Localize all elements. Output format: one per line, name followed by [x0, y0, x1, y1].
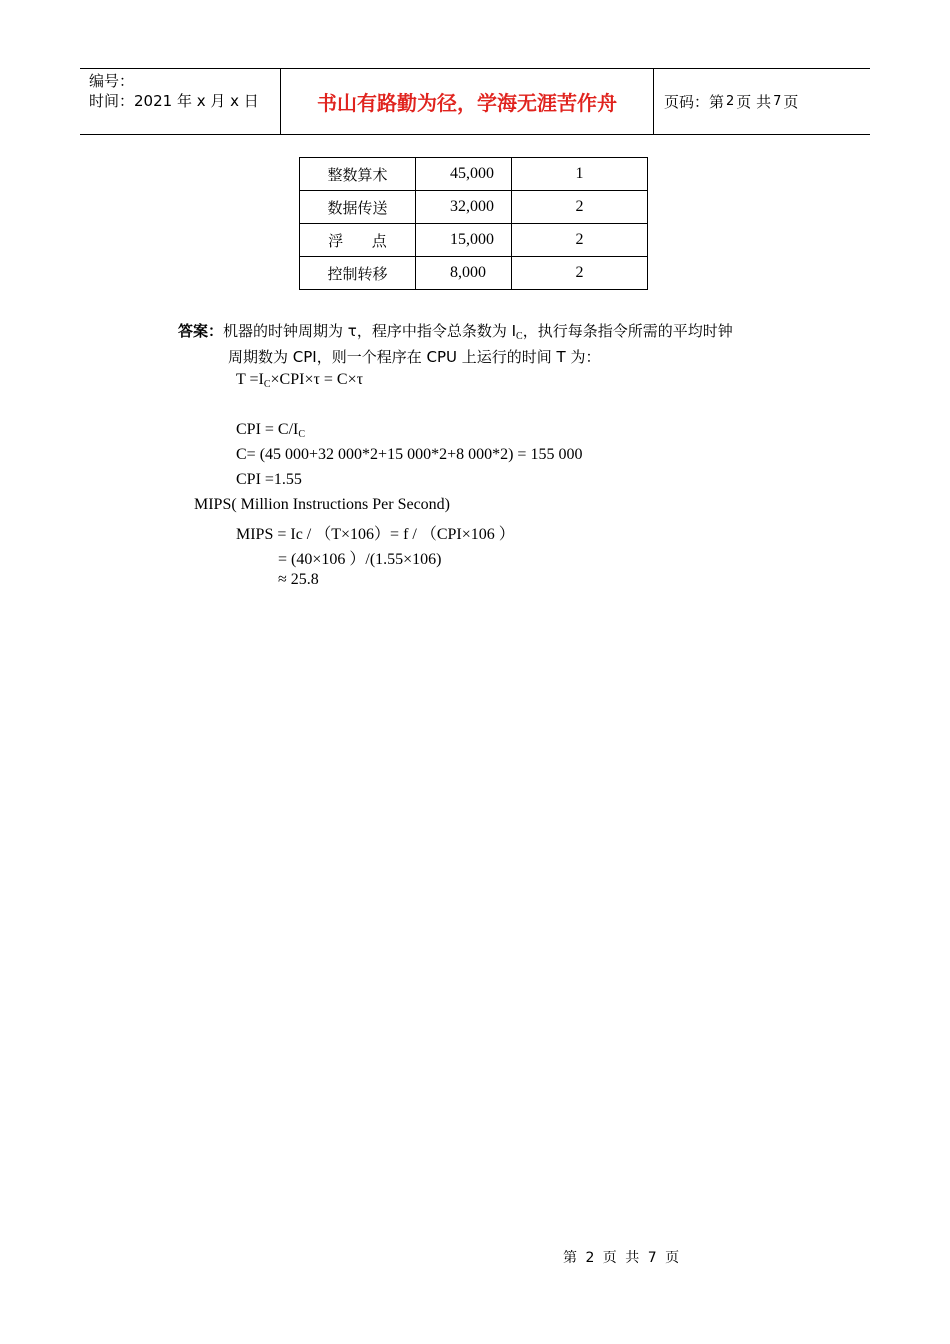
formula-cpi-a: CPI = C/I [236, 421, 299, 438]
table-row [300, 224, 648, 257]
header-meta [80, 69, 281, 134]
page-number: 2 [726, 94, 735, 109]
document-time: 时间：2021 年 x 月 x 日 [89, 92, 259, 110]
formula-cpi [236, 421, 305, 440]
instruction-mix-table [299, 157, 648, 290]
document-number-label: 编号： [89, 72, 135, 90]
instruction-count-cell: 32,000 [416, 191, 512, 224]
instruction-type-cell: 控制转移 [300, 257, 416, 290]
formula-cycles: C= (45 000+32 000*2+15 000*2+8 000*2) = 155 000 [236, 446, 583, 463]
answer-text-1b: ，执行每条指令所需的平均时钟 [522, 322, 733, 340]
answer-line-1 [178, 320, 733, 342]
formula-cpi-value: CPI =1.55 [236, 471, 302, 488]
header-page-info [654, 69, 870, 134]
formula-mips: MIPS = Ic / （T×106）= f / （CPI×106 ） [236, 526, 515, 543]
instruction-count-cell: 8,000 [416, 257, 512, 290]
instruction-count-cell: 15,000 [416, 224, 512, 257]
formula-time [236, 371, 363, 390]
page-header [80, 68, 870, 135]
cpi-cell: 1 [512, 158, 648, 191]
instruction-type-cell: 数据传送 [300, 191, 416, 224]
cpi-cell: 2 [512, 224, 648, 257]
formula-time-b: ×CPI×τ = C×τ [270, 371, 364, 388]
formula-mips-result: ≈ 25.8 [278, 571, 319, 588]
table-row [300, 158, 648, 191]
formula-cpi-sub: C [298, 429, 306, 440]
answer-text-1a: 机器的时钟周期为 τ，程序中指令总条数为 I [223, 322, 517, 340]
page-mid: 页 共 [736, 93, 772, 111]
formula-time-a: T =I [236, 371, 264, 388]
formula-time-sub: C [263, 379, 271, 390]
answer-line-2: 周期数为 CPI，则一个程序在 CPU 上运行的时间 T 为： [228, 348, 601, 366]
instruction-type-cell: 整数算术 [300, 158, 416, 191]
formula-mips-step: = (40×106 ）/(1.55×106) [278, 551, 442, 568]
header-motto: 书山有路勤为径，学海无涯苦作舟 [281, 69, 654, 134]
cpi-cell: 2 [512, 257, 648, 290]
table-row [300, 191, 648, 224]
mips-definition: MIPS( Million Instructions Per Second) [194, 496, 450, 513]
page-suffix: 页 [783, 93, 799, 111]
answer-label: 答案： [178, 322, 224, 340]
table-row [300, 257, 648, 290]
answer-text-1-sub: C [516, 331, 523, 342]
instruction-count-cell: 45,000 [416, 158, 512, 191]
instruction-type-text: 浮点 [328, 231, 416, 250]
page-total: 7 [773, 94, 782, 109]
instruction-type-cell [300, 224, 416, 257]
footer-page-number: 第 2 页 共 7 页 [563, 1250, 680, 1266]
page-prefix: 页码：第 [664, 93, 725, 111]
cpi-cell: 2 [512, 191, 648, 224]
